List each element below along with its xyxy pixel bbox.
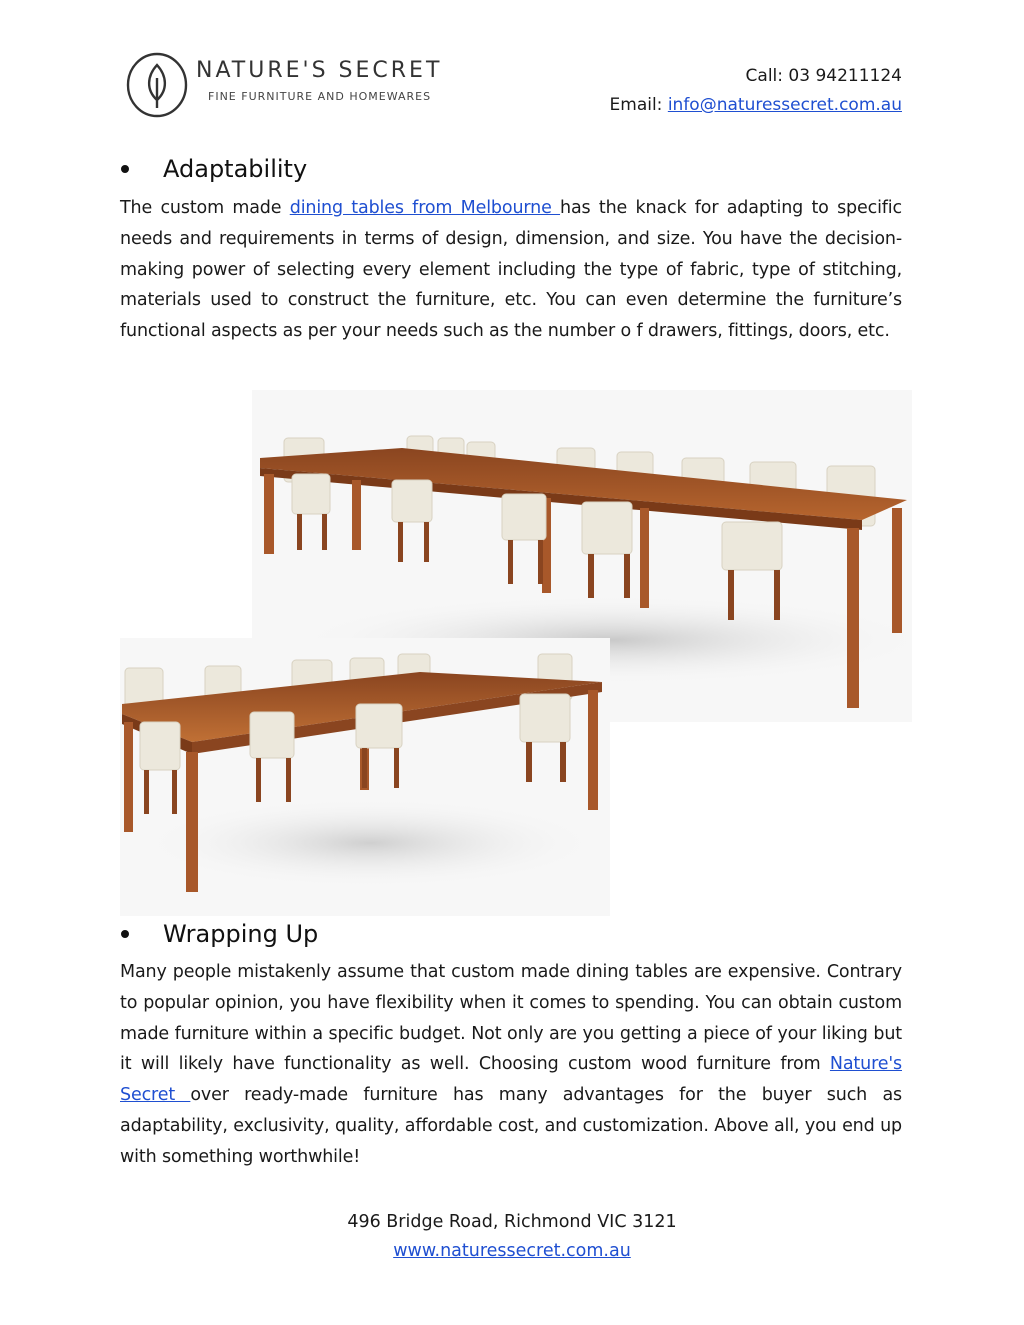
section-heading-wrapping-up [120, 920, 318, 948]
call-line [610, 62, 902, 91]
brand-logo [126, 52, 471, 118]
brand-name: NATURE'S SECRET [196, 58, 443, 83]
section-heading-adaptability [120, 155, 307, 183]
page-header [0, 0, 1024, 130]
call-label: Call: [745, 66, 784, 86]
email-line [610, 91, 902, 120]
wrapping-up-paragraph [120, 957, 902, 1173]
paragraph-text: over ready-made furniture has many advantages for the buyer such as adaptability, exclusivity, quality, affordable cost, and customization. Above all, you end up with something worthwhile! [120, 1085, 902, 1167]
page-footer [0, 1208, 1024, 1266]
natures-secret-link[interactable]: Nature's Secret [120, 1054, 902, 1106]
heading-text: Adaptability [163, 155, 308, 183]
heading-text: Wrapping Up [163, 920, 319, 948]
dining-tables-link[interactable]: dining tables from Melbourne [289, 198, 561, 218]
bullet-icon [121, 930, 129, 938]
paragraph-text: Many people mistakenly assume that custom made dining tables are expensive. Contrary to popular opinion, you have flexibility when it comes to spending. You can obtain custom made furniture within a specific budget. Not only are you getting a piece of your liking but it will likely have functionality as well. Choosing custom wood furniture from [120, 962, 902, 1075]
website-link[interactable]: www.naturessecret.com.au [393, 1241, 631, 1261]
email-label: Email: [609, 95, 663, 115]
brand-tagline: FINE FURNITURE AND HOMEWARES [208, 90, 432, 103]
leaf-icon [126, 52, 190, 118]
call-number: 03 94211124 [788, 66, 902, 86]
paragraph-text: The custom made [120, 198, 290, 218]
table-photo [120, 638, 610, 916]
bullet-icon [121, 165, 129, 173]
contact-info [610, 62, 902, 120]
email-link[interactable]: info@naturessecret.com.au [667, 95, 902, 115]
adaptability-paragraph [120, 193, 902, 347]
paragraph-text: has the knack for adapting to specific needs and requirements in terms of design, dimension, and size. You have the decision-making power of selecting every element including the type of fabric, type of stitching, materials used to construct the furniture, etc. You can even determine the furniture’s functional aspects as per your needs such as the number o f drawers, fittings, doors, etc. [120, 198, 902, 342]
footer-address: 496 Bridge Road, Richmond VIC 3121 [347, 1212, 677, 1232]
